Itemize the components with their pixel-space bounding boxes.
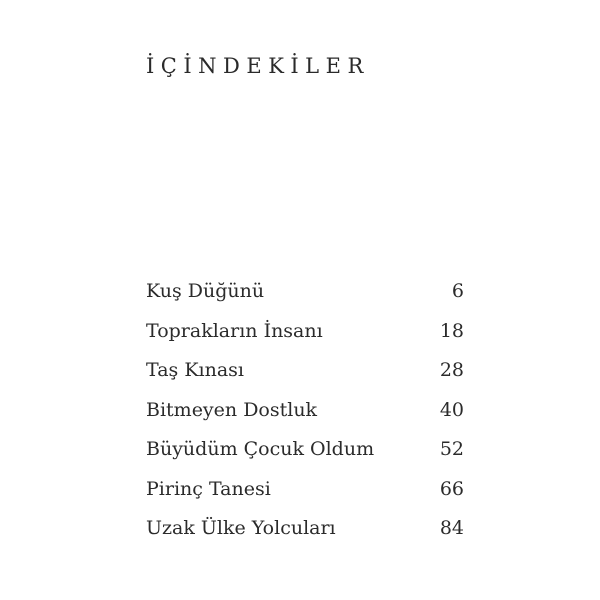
toc-entry-title: Uzak Ülke Yolcuları bbox=[146, 517, 336, 539]
toc-entry-title: Kuş Düğünü bbox=[146, 280, 265, 302]
toc-entry-page-number: 52 bbox=[439, 438, 464, 460]
toc-entry-page-number: 6 bbox=[451, 280, 464, 302]
toc-entry bbox=[146, 478, 466, 518]
toc-entry bbox=[146, 280, 466, 320]
toc-entry bbox=[146, 399, 466, 439]
toc-entry-title: Taş Kınası bbox=[146, 359, 244, 381]
toc-entry bbox=[146, 517, 466, 557]
toc-entry bbox=[146, 359, 466, 399]
toc-entry bbox=[146, 438, 466, 478]
page-title: İÇİNDEKİLER bbox=[146, 54, 370, 78]
toc-entry-page-number: 18 bbox=[439, 319, 464, 342]
toc-entry-page-number: 40 bbox=[439, 398, 464, 421]
toc-entry-title: Bitmeyen Dostluk bbox=[146, 398, 318, 421]
toc-entry-page-number: 28 bbox=[439, 359, 464, 381]
toc-entry-page-number: 84 bbox=[439, 517, 464, 539]
toc-entry-title: Toprakların İnsanı bbox=[146, 319, 323, 342]
table-of-contents bbox=[146, 280, 466, 557]
toc-entry bbox=[146, 320, 466, 360]
toc-entry-title: Büyüdüm Çocuk Oldum bbox=[146, 438, 375, 460]
toc-entry-page-number: 66 bbox=[439, 477, 464, 500]
toc-entry-title: Pirinç Tanesi bbox=[146, 477, 271, 500]
